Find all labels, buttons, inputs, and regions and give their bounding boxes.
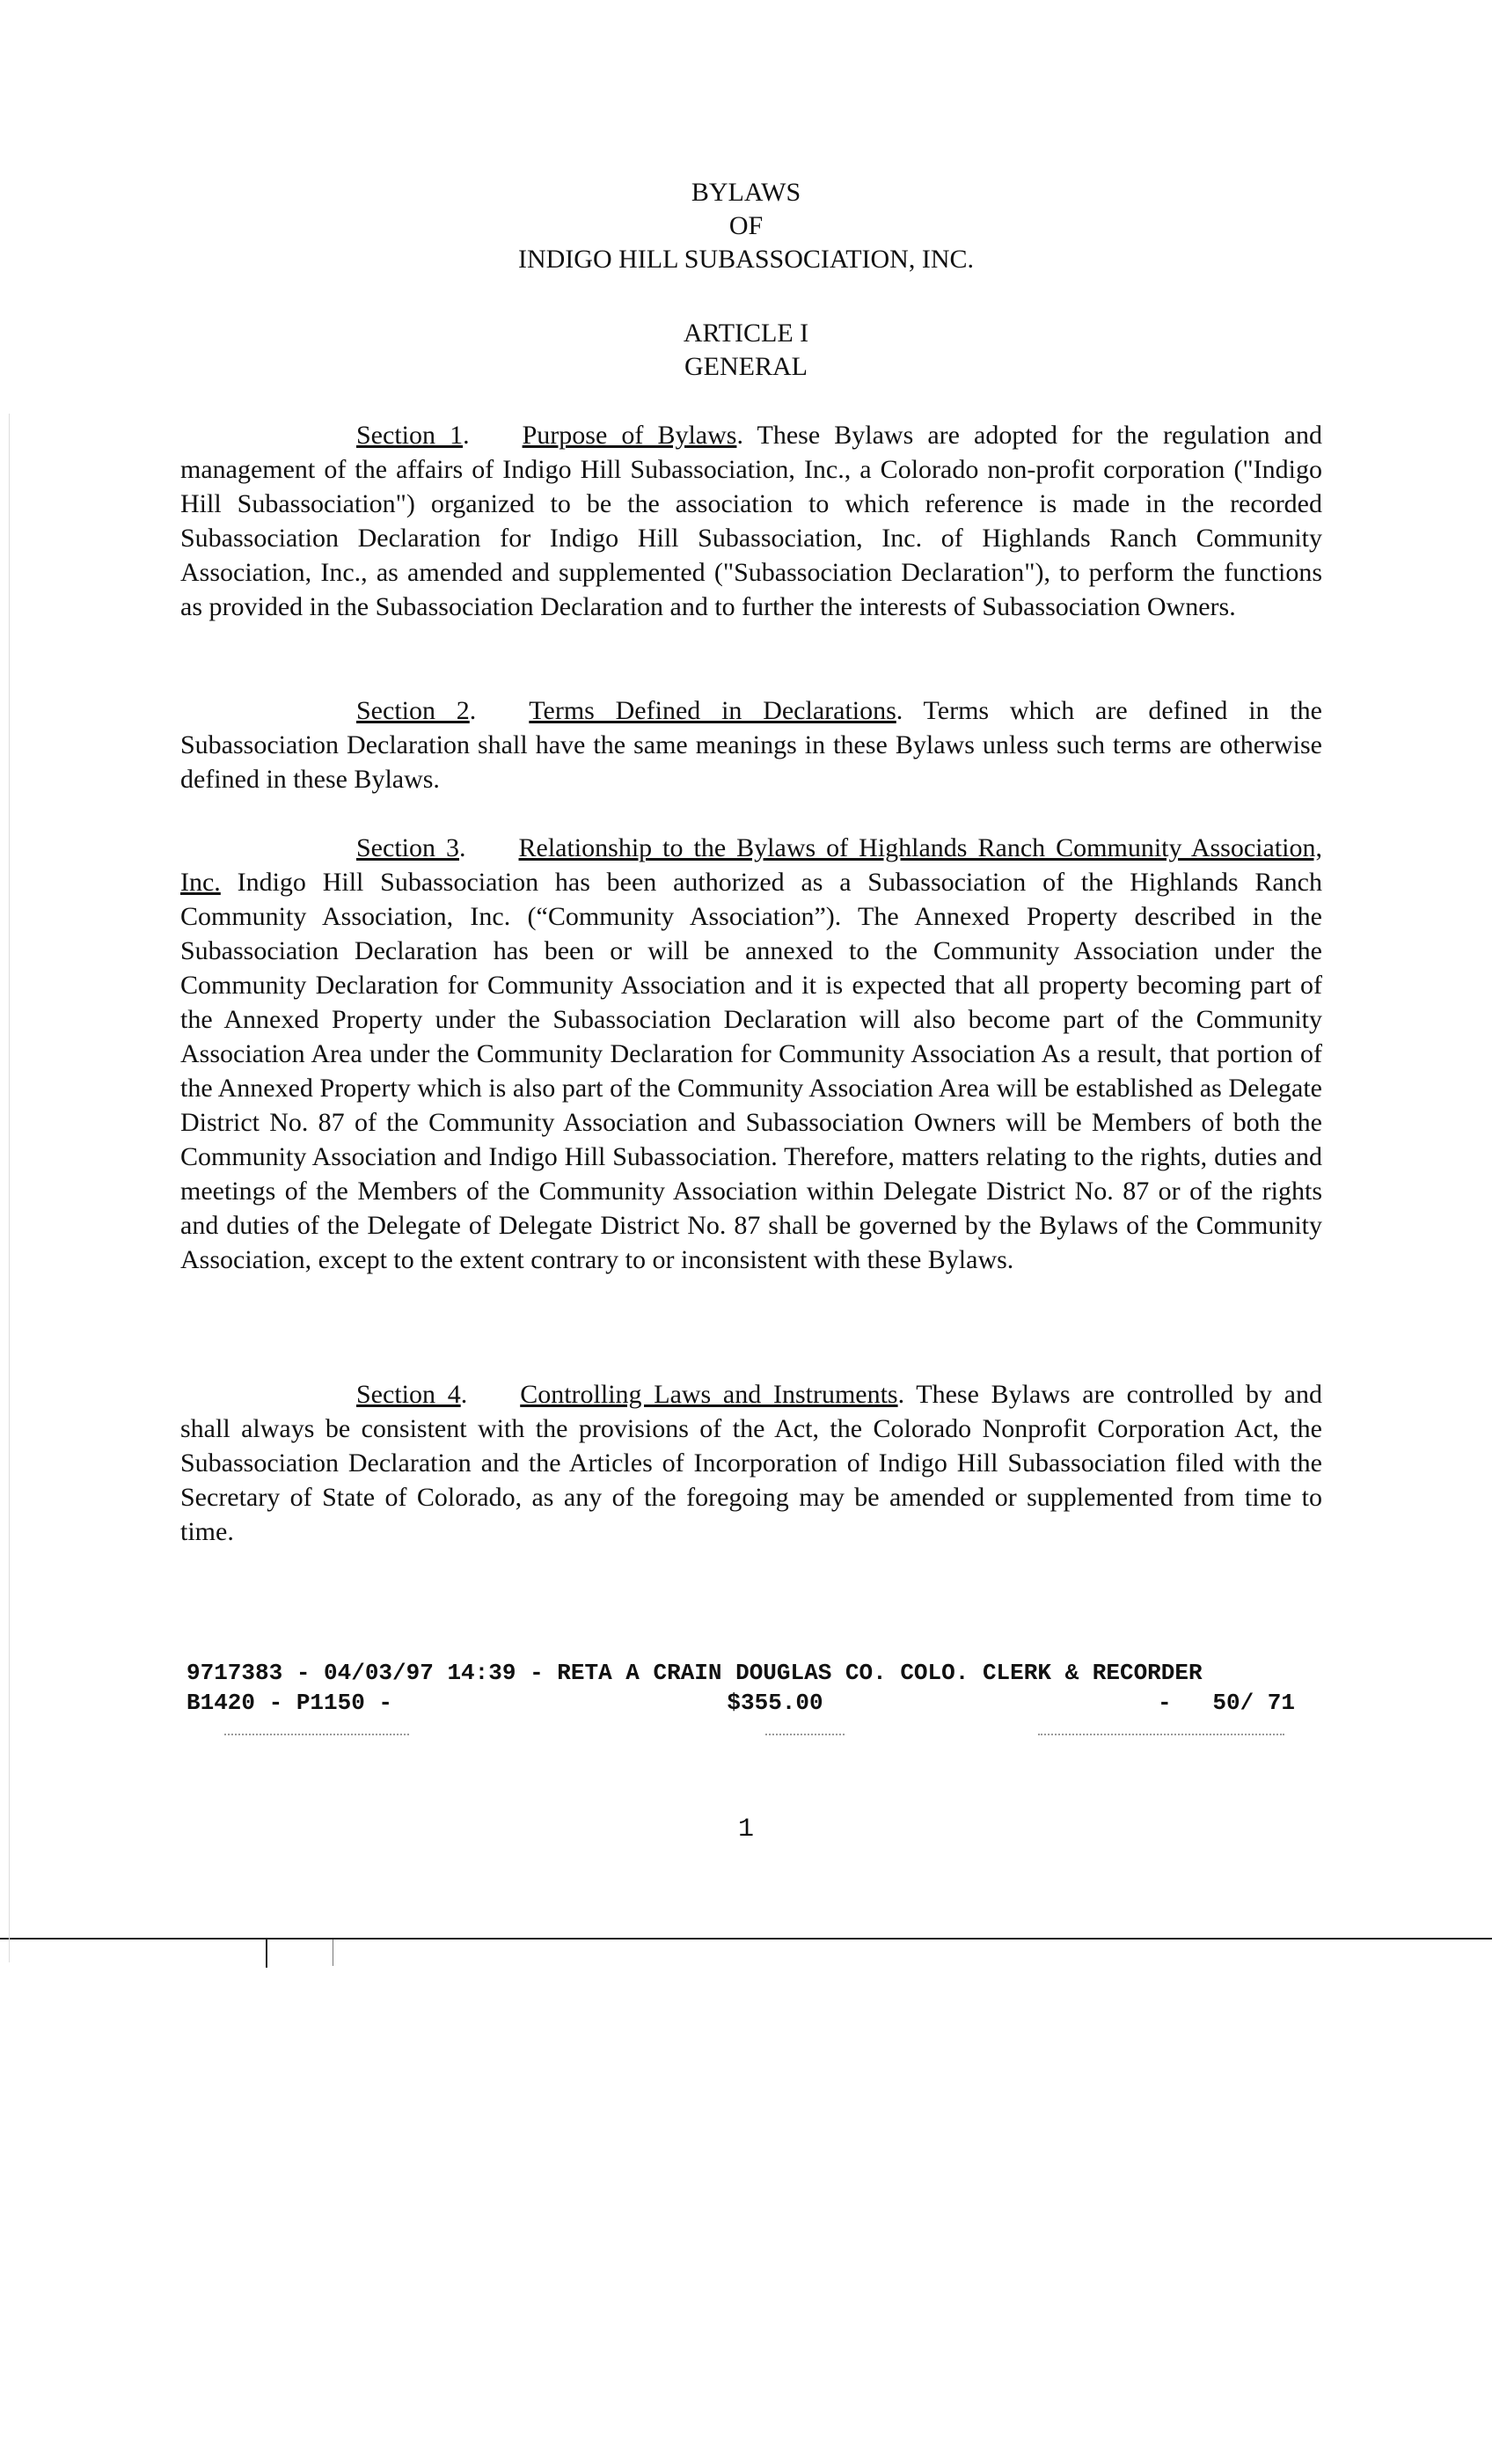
section-4-text: . These Bylaws are controlled by and shall always be consistent with the provisions of the Act, the Colorado Nonprofit Corporation Act, the Subassociation Declaration and the Articles of Incorporation of Indigo Hill Subassociation filed with the Secretary of State of Colorado, as any of the foregoing may be amended or supplemented from time to time. bbox=[180, 1380, 1322, 1546]
title-line-of: OF bbox=[728, 211, 764, 240]
section-3-text: Indigo Hill Subassociation has been authorized as a Subassociation of the Highlands Ranch Community Association, Inc. (“Community Association”). The Annexed Property described in the Subassociation Declaration has been or will be annexed to the Community Association under the Community Declaration for Community Association and it is expected that all property becoming part of the Annexed Property under the Subassociation Declaration will also become part of the Community Association Area under the Community Declaration for Community Association As a result, that portion of the Annexed Property which is also part of the Community Association Area will be established as Delegate District No. 87 of the Community Association and Subassociation Owners will be Members of both the Community Association and Indigo Hill Subassociation. Therefore, matters relating to the rights, duties and meetings of the Members of the Community Association within Delegate District No. 87 or of the rights and duties of the Delegate of Delegate District No. 87 shall be governed by the Bylaws of the Community Association, except to the extent contrary to or inconsistent with these Bylaws. bbox=[180, 868, 1322, 1274]
section-4-heading: Controlling Laws and Instruments bbox=[520, 1380, 898, 1409]
article-heading bbox=[0, 317, 1492, 384]
section-1: Section 1. Purpose of Bylaws. These Bylaws are adopted for the regulation and management of the affairs of Indigo Hill Subassociation, Inc., a Colorado non-profit corporation ("Indigo Hill Subassociation") organized to be the association to which reference is made in the recorded Subassociation Declaration for Indigo Hill Subassociation, Inc. of Highlands Ranch Community Association, Inc., as amended and supplemented ("Subassociation Declaration"), to perform the functions as provided in the Subassociation Declaration and to further the interests of Subassociation Owners. bbox=[180, 421, 1322, 621]
stamp-book-page: B1420 - P1150 - bbox=[186, 1690, 393, 1716]
section-3-heading: Relationship to the Bylaws of Highlands Ranch Community Association, Inc. bbox=[180, 833, 1322, 897]
scan-artifact-dots-3 bbox=[1038, 1734, 1284, 1735]
section-2-text: . Terms which are defined in the Subassociation Declaration shall have the same meanings in these Bylaws unless such terms are otherwise defined in these Bylaws. bbox=[180, 696, 1322, 794]
scan-edge-tick-1 bbox=[266, 1940, 267, 1968]
scan-left-margin-line bbox=[9, 414, 10, 1962]
section-2-heading: Terms Defined in Declarations bbox=[529, 696, 896, 725]
section-1-text: . These Bylaws are adopted for the regulation and management of the affairs of Indigo Hill Subassociation, Inc., a Colorado non-profit corporation ("Indigo Hill Subassociation") organized to be the association to which reference is made in the recorded Subassociation Declaration for Indigo Hill Subassociation, Inc. of Highlands Ranch Community Association, Inc., as amended and supplemented ("Subassociation Declaration"), to perform the functions as provided in the Subassociation Declaration and to further the interests of Subassociation Owners. bbox=[180, 421, 1322, 621]
section-1-label: Section 1 bbox=[356, 421, 464, 450]
title-line-organization: INDIGO HILL SUBASSOCIATION, INC. bbox=[517, 245, 975, 274]
section-4: Section 4. Controlling Laws and Instruments. These Bylaws are controlled by and shall always be consistent with the provisions of the Act, the Colorado Nonprofit Corporation Act, the Subassociation Declaration and the Articles of Incorporation of Indigo Hill Subassociation filed with the Secretary of State of Colorado, as any of the foregoing may be amended or supplemented from time to time. bbox=[180, 1380, 1322, 1546]
section-1-heading: Purpose of Bylaws bbox=[522, 421, 737, 450]
document-title bbox=[0, 176, 1492, 276]
section-2-label: Section 2 bbox=[356, 696, 470, 725]
title-line-bylaws: BYLAWS bbox=[691, 178, 801, 207]
article-number: ARTICLE I bbox=[683, 319, 809, 348]
article-name: GENERAL bbox=[684, 352, 808, 381]
stamp-fee: $355.00 bbox=[727, 1690, 823, 1716]
section-4-label: Section 4 bbox=[356, 1380, 461, 1409]
scan-edge-line bbox=[0, 1938, 1492, 1940]
page-number: 1 bbox=[737, 1815, 754, 1844]
recording-stamp bbox=[186, 1658, 1295, 1718]
scan-artifact-dots-2 bbox=[765, 1734, 845, 1735]
scan-artifact-dots-1 bbox=[224, 1734, 409, 1735]
section-2: Section 2. Terms Defined in Declarations. Terms which are defined in the Subassociation Declaration shall have the same meanings in these Bylaws unless such terms are otherwise defined in these Bylaws. bbox=[180, 696, 1322, 794]
stamp-line-1: 9717383 - 04/03/97 14:39 - RETA A CRAIN DOUGLAS CO. COLO. CLERK & RECORDER bbox=[186, 1660, 1203, 1686]
section-3: Section 3. Relationship to the Bylaws of Highlands Ranch Community Association, Inc. Indigo Hill Subassociation has been authorized as a Subassociation of the Highlands Ranch Community Association, Inc. (“Community Association”). The Annexed Property described in the Subassociation Declaration has been or will be annexed to the Community Association under the Community Declaration for Community Association and it is expected that all property becoming part of the Annexed Property under the Subassociation Declaration will also become part of the Community Association Area under the Community Declaration for Community Association As a result, that portion of the Annexed Property which is also part of the Community Association Area will be established as Delegate District No. 87 of the Community Association and Subassociation Owners will be Members of both the Community Association and Indigo Hill Subassociation. Therefore, matters relating to the rights, duties and meetings of the Members of the Community Association within Delegate District No. 87 or of the rights and duties of the Delegate of Delegate District No. 87 shall be governed by the Bylaws of the Community Association, except to the extent contrary to or inconsistent with these Bylaws. bbox=[180, 833, 1322, 1274]
stamp-page-count: - 50/ 71 bbox=[1157, 1690, 1295, 1716]
section-3-label: Section 3 bbox=[356, 833, 459, 862]
